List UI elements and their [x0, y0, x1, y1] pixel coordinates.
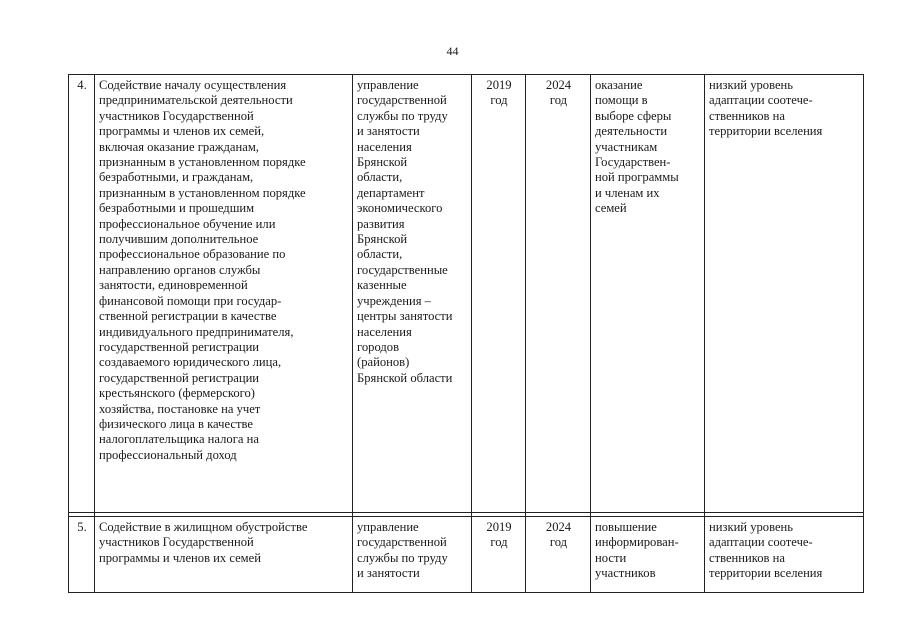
activity-cell: Содействие началу осуществления предпринимательской деятельности участников Государственной программы и членов их семей, включая оказание гражданам, признанным в установленном порядке безработными, и гражданам, признанным в установленном порядке безработными и прошедшим профессиональное обучение или получившим дополнительное профессиональное образование по направлению органов службы занятости, единовременной финансовой помощи при государ- ственной регистрации в качестве индивидуального предпринимателя, государственной регистрации создаваемого юридического лица, государственной регистрации крестьянского (фермерского) хозяйства, постановке на учет физического лица в качестве налогоплательщика налога на профессиональный доход	[95, 75, 353, 513]
row-number-cell: 5.	[69, 517, 95, 593]
start-year-cell: 2019 год	[472, 517, 526, 593]
result-cell: оказание помощи в выборе сферы деятельности участникам Государствен- ной программы и членам их семей	[591, 75, 705, 513]
result-cell: повышение информирован- ности участников	[591, 517, 705, 593]
row-number-cell: 4.	[69, 75, 95, 513]
end-year-cell: 2024 год	[526, 75, 591, 513]
executor-cell: управление государственной службы по труду и занятости	[353, 517, 472, 593]
table-row	[69, 517, 864, 593]
table-row	[69, 75, 864, 513]
risk-cell: низкий уровень адаптации соотече- ственников на территории вселения	[705, 75, 864, 513]
measures-table	[68, 74, 864, 593]
end-year-cell: 2024 год	[526, 517, 591, 593]
activity-cell: Содействие в жилищном обустройстве участников Государственной программы и членов их семей	[95, 517, 353, 593]
page-number: 44	[446, 44, 459, 58]
risk-cell: низкий уровень адаптации соотече- ственников на территории вселения	[705, 517, 864, 593]
start-year-cell: 2019 год	[472, 75, 526, 513]
executor-cell: управление государственной службы по труду и занятости населения Брянской области, департамент экономического развития Брянской области, государственные казенные учреждения – центры занятости населения городов (районов) Брянской области	[353, 75, 472, 513]
